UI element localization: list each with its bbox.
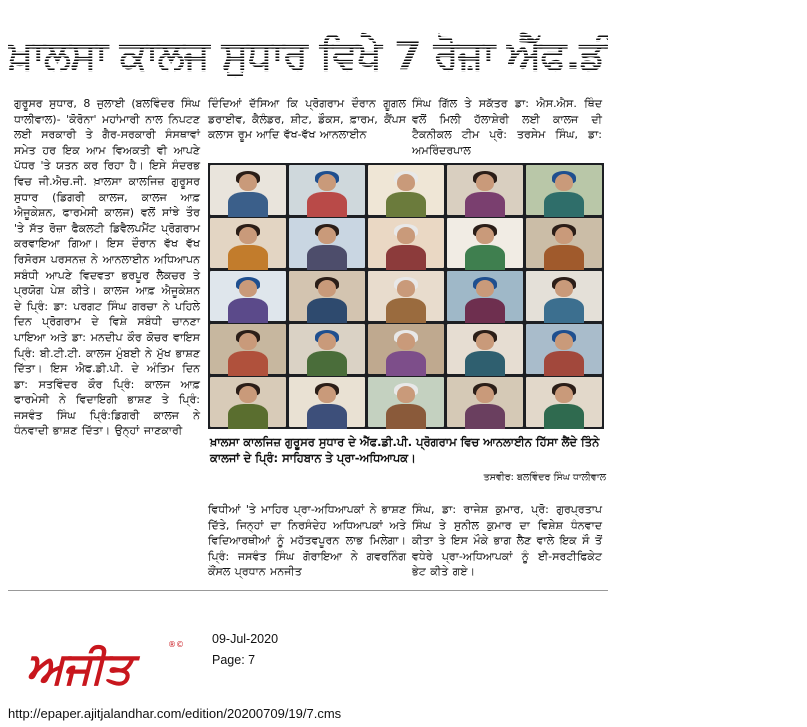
participant-tile <box>447 324 523 374</box>
video-conference-photo <box>208 163 604 429</box>
participant-tile <box>526 271 602 321</box>
participant-tile <box>526 218 602 268</box>
edition-date: 09-Jul-2020 <box>212 632 279 646</box>
photo-caption: ਖ਼ਾਲਸਾ ਕਾਲਜਿਜ਼ ਗੁਰੂਸਰ ਸੁਧਾਰ ਦੇ ਐੱਫ.ਡੀ.ਪੀ. ਪ੍ਰੋਗਰਾਮ ਵਿਚ ਆਨਲਾਈਨ ਹਿੱਸਾ ਲੈਂਦੇ ਤਿੰਨੇ ਕਾਲਜਾਂ ਦੇ ਪ੍ਰਿੰ: ਸਾਹਿਬਾਨ ਤੇ ਪ੍ਰਾ-ਅਧਿਆਪਕ। <box>210 435 600 465</box>
participant-tile <box>289 271 365 321</box>
participant-tile <box>368 271 444 321</box>
article-column-2-top: ਦਿੰਦਿਆਂ ਦੱਸਿਆ ਕਿ ਪ੍ਰੋਗਰਾਮ ਦੌਰਾਨ ਗੂਗਲ ਡਰਾਈਵ, ਕੈਲੰਡਰ, ਸ਼ੀਟ, ਡੌਕਸ, ਫ਼ਾਰਮ, ਕੈਂਪਸ ਕਲਾਸ ਰੂਮ ਆਦਿ ਵੱਖ-ਵੱਖ ਆਨਲਾਈਨ <box>208 97 406 142</box>
participant-tile <box>368 165 444 215</box>
participant-tile <box>210 165 286 215</box>
participant-tile <box>447 271 523 321</box>
ajit-logo: ਅਜੀਤ <box>26 643 131 694</box>
article-column-3-bottom: ਸਿੰਘ, ਡਾ: ਰਾਜੇਸ਼ ਕੁਮਾਰ, ਪ੍ਰੋ: ਗੁਰਪ੍ਰਤਾਪ ਸਿੰਘ ਤੇ ਸੁਨੀਲ ਕੁਮਾਰ ਦਾ ਵਿਸ਼ੇਸ਼ ਧੰਨਵਾਦ ਕੀਤਾ ਤੇ ਇਸ ਮੌਕੇ ਭਾਗ ਲੈਣ ਵਾਲੇ ਇਕ ਸੌ ਤੋਂ ਵਧੇਰੇ ਪ੍ਰਾ-ਅਧਿਆਪਕਾਂ ਨੂੰ ਈ-ਸਰਟੀਫਿਕੇਟ ਭੇਟ ਕੀਤੇ ਗਏ। <box>412 503 602 579</box>
participant-tile <box>210 324 286 374</box>
page-number: Page: 7 <box>212 653 256 667</box>
participant-tile <box>289 377 365 427</box>
article-column-1: ਗੁਰੂਸਰ ਸੁਧਾਰ, 8 ਜੁਲਾਈ (ਬਲਵਿੰਦਰ ਸਿੰਘ ਧਾਲੀਵਾਲ)- 'ਕੋਰੋਨਾ' ਮਹਾਂਮਾਰੀ ਨਾਲ ਨਿਪਟਣ ਲਈ ਸਰਕਾਰੀ ਤੇ ਗੈਰ-ਸਰਕਾਰੀ ਸੰਸਥਾਵਾਂ ਸਮੇਤ ਹਰ ਇਕ ਆਮ ਵਿਅਕਤੀ ਵੀ ਆਪਣੇ ਪੱਧਰ 'ਤੇ ਯਤਨ ਕਰ ਰਿਹਾ ਹੈ। ਇਸੇ ਸੰਦਰਭ ਵਿਚ ਜੀ.ਐਚ.ਜੀ. ਖ਼ਾਲਸਾ ਕਾਲਜਿਜ਼ ਗੁਰੂਸਰ ਸੁਧਾਰ (ਡਿਗਰੀ ਕਾਲਜ, ਕਾਲਜ ਆਫ਼ ਐਜੂਕੇਸ਼ਨ, ਫਾਰਮੇਸੀ ਕਾਲਜ) ਵਲੋਂ ਸਾਂਝੇ ਤੌਰ 'ਤੇ ਸੱਤ ਰੋਜ਼ਾ ਫੈਕਲਟੀ ਡਿਵੈਲਪਮੈਂਟ ਪ੍ਰੋਗਰਾਮ ਕਰਵਾਇਆ ਗਿਆ। ਇਸ ਦੌਰਾਨ ਵੱਖ ਵੱਖ ਰਿਸੋਰਸ ਪਰਸਨਜ਼ ਨੇ ਆਨਲਾਈਨ ਅਧਿਆਪਨ ਸਬੰਧੀ ਆਪਣੇ ਵਿਦਵਤਾ ਭਰਪੂਰ ਲੈਕਚਰ ਤੇ ਪ੍ਰਯੋਗ ਪੇਸ਼ ਕੀਤੇ। ਕਾਲਜ ਆਫ਼ ਐਜੂਕੇਸ਼ਨ ਦੇ ਪ੍ਰਿੰ: ਡਾ: ਪਰਗਟ ਸਿੰਘ ਗਰਚਾ ਨੇ ਪਹਿਲੇ ਦਿਨ ਪ੍ਰੋਗਰਾਮ ਦੇ ਵਿਸ਼ੇ ਸਬੰਧੀ ਚਾਨਣਾ ਪਾਇਆ ਅਤੇ ਡਾ: ਮਨਦੀਪ ਕੌਰ ਕੋਚਰ ਵਾਇਸ ਪ੍ਰਿੰ: ਬੀ.ਟੀ.ਟੀ. ਕਾਲਜ ਮੁੰਬਈ ਨੇ ਮੁੱਖ ਭਾਸ਼ਣ ਦਿੱਤਾ। ਇਸ ਐਫ.ਡੀ.ਪੀ. ਦੇ ਅੰਤਿਮ ਦਿਨ ਡਾ: ਸਤਵਿੰਦਰ ਕੌਰ ਪ੍ਰਿੰ: ਕਾਲਜ ਆਫ਼ ਫਾਰਮੇਸੀ ਨੇ ਵਿਦਾਇਗੀ ਭਾਸ਼ਣ ਤੇ ਪ੍ਰਿੰ: ਜਸਵੰਤ ਸਿੰਘ ਪ੍ਰਿੰ:ਡਿਗਰੀ ਕਾਲਜ ਨੇ ਧੰਨਵਾਦੀ ਭਾਸ਼ਣ ਦਿੱਤਾ। ਉਨ੍ਹਾਂ ਜਾਣਕਾਰੀ <box>14 97 200 438</box>
participant-tile <box>526 324 602 374</box>
participant-tile <box>210 377 286 427</box>
participant-tile <box>289 165 365 215</box>
article-column-3-top: ਸਿੰਘ ਗਿੱਲ ਤੇ ਸਕੱਤਰ ਡਾ: ਐਸ.ਐਸ. ਥਿੰਦ ਵਲੋਂ ਮਿਲੀ ਹੱਲਾਸ਼ੇਰੀ ਲਈ ਕਾਲਜ ਦੀ ਟੈਕਨੀਕਲ ਟੀਮ ਪ੍ਰੋ: ਤਰਸੇਮ ਸਿੰਘ, ਡਾ: ਅਮਰਿੰਦਰਪਾਲ <box>412 97 602 157</box>
participant-tile <box>368 324 444 374</box>
participant-tile <box>447 218 523 268</box>
participant-tile <box>447 165 523 215</box>
participant-tile <box>526 377 602 427</box>
participant-tile <box>368 377 444 427</box>
participant-tile <box>210 271 286 321</box>
participant-tile <box>368 218 444 268</box>
participant-tile <box>289 218 365 268</box>
footer-divider <box>8 590 608 591</box>
epaper-url[interactable]: http://epaper.ajitjalandhar.com/edition/20200709/19/7.cms <box>8 706 342 721</box>
photo-credit: ਤਸਵੀਰ: ਬਲਵਿੰਦਰ ਸਿੰਘ ਧਾਲੀਵਾਲ <box>483 472 606 483</box>
participant-tile <box>289 324 365 374</box>
headline: ਖ਼ਾਲਸਾ ਕਾਲਜ ਸੁਧਾਰ ਵਿਖੇ 7 ਰੋਜ਼ਾ ਐੱਫ.ਡੀ.ਪੀ. ਸਮਾਪਤ <box>8 24 608 88</box>
article-column-2-bottom: ਵਿਧੀਆਂ 'ਤੇ ਮਾਹਿਰ ਪ੍ਰਾ-ਅਧਿਆਪਕਾਂ ਨੇ ਭਾਸ਼ਣ ਦਿੱਤੇ, ਜਿਨ੍ਹਾਂ ਦਾ ਨਿਰਸੰਦੇਹ ਅਧਿਆਪਕਾਂ ਅਤੇ ਵਿਦਿਆਰਥੀਆਂ ਨੂੰ ਮਹੱਤਵਪੂਰਨ ਲਾਭ ਮਿਲੇਗਾ। ਪ੍ਰਿੰ: ਜਸਵੰਤ ਸਿੰਘ ਗੋਰਾਇਆ ਨੇ ਗਵਰਨਿੰਗ ਕੌਂਸਲ ਪ੍ਰਧਾਨ ਮਨਜੀਤ <box>208 503 406 579</box>
participant-tile <box>447 377 523 427</box>
participant-tile <box>210 218 286 268</box>
registered-mark: ®© <box>168 640 184 649</box>
participant-tile <box>526 165 602 215</box>
